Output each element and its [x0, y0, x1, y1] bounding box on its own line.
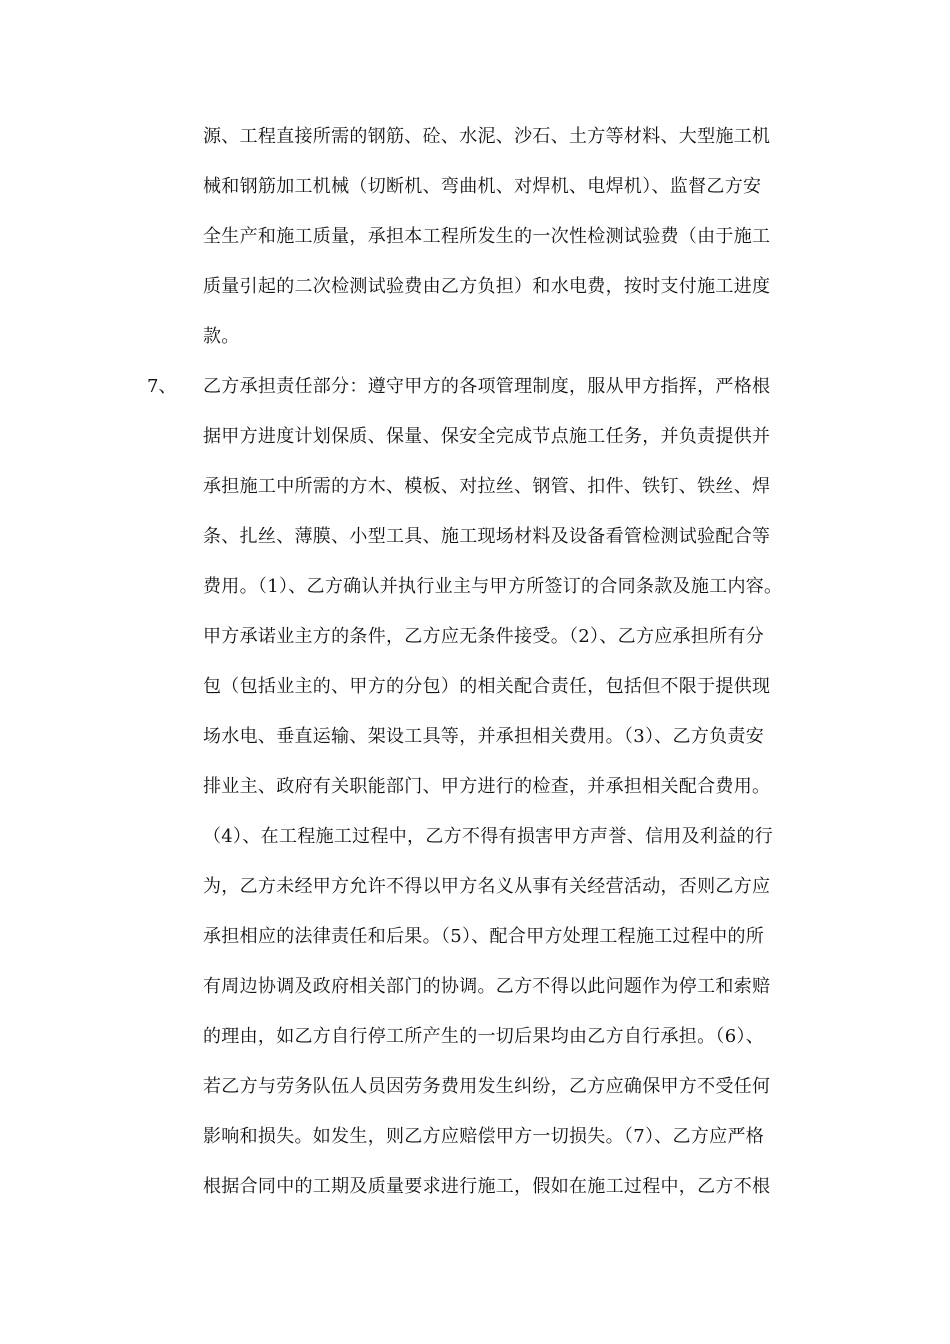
paragraph-line: 承担相应的法律责任和后果。（5）、配合甲方处理工程施工过程中的所	[203, 926, 765, 947]
paragraph-line: 质量引起的二次检测试验费由乙方负担）和水电费，按时支付施工进度	[203, 276, 771, 297]
paragraph-line: 款。	[203, 326, 240, 347]
paragraph-line: （4）、在工程施工过程中，乙方不得有损害甲方声誉、信用及利益的行	[203, 826, 774, 847]
item-number: 7、	[147, 376, 177, 397]
paragraph-line: 全生产和施工质量，承担本工程所发生的一次性检测试验费（由于施工	[203, 226, 771, 247]
paragraph-line: 场水电、垂直运输、架设工具等，并承担相关费用。（3）、乙方负责安	[203, 726, 765, 747]
paragraph-line: 为，乙方未经甲方允许不得以甲方名义从事有关经营活动，否则乙方应	[203, 876, 771, 897]
paragraph-line: 包（包括业主的、甲方的分包）的相关配合责任，包括但不限于提供现	[203, 676, 771, 697]
paragraph-line: 影响和损失。如发生，则乙方应赔偿甲方一切损失。（7）、乙方应严格	[203, 1126, 765, 1147]
paragraph-line: 有周边协调及政府相关部门的协调。乙方不得以此问题作为停工和索赔	[203, 976, 771, 997]
paragraph-line: 费用。（1）、乙方确认并执行业主与甲方所签订的合同条款及施工内容。	[203, 576, 783, 597]
paragraph-line: 排业主、政府有关职能部门、甲方进行的检查，并承担相关配合费用。	[203, 776, 771, 797]
paragraph-line: 乙方承担责任部分：遵守甲方的各项管理制度，服从甲方指挥，严格根	[203, 376, 771, 397]
paragraph-line: 甲方承诺业主方的条件，乙方应无条件接受。（2）、乙方应承担所有分	[203, 626, 765, 647]
paragraph-line: 的理由，如乙方自行停工所产生的一切后果均由乙方自行承担。（6）、	[203, 1026, 765, 1047]
paragraph-line: 源、工程直接所需的钢筋、砼、水泥、沙石、土方等材料、大型施工机	[203, 126, 771, 147]
paragraph-line: 据甲方进度计划保质、保量、保安全完成节点施工任务，并负责提供并	[203, 426, 771, 447]
paragraph-line: 承担施工中所需的方木、模板、对拉丝、钢管、扣件、铁钉、铁丝、焊	[203, 476, 771, 497]
paragraph-line: 条、扎丝、薄膜、小型工具、施工现场材料及设备看管检测试验配合等	[203, 526, 771, 547]
paragraph-line: 根据合同中的工期及质量要求进行施工，假如在施工过程中，乙方不根	[203, 1176, 771, 1197]
paragraph-line: 若乙方与劳务队伍人员因劳务费用发生纠纷，乙方应确保甲方不受任何	[203, 1076, 771, 1097]
paragraph-line: 械和钢筋加工机械（切断机、弯曲机、对焊机、电焊机）、监督乙方安	[203, 176, 762, 197]
